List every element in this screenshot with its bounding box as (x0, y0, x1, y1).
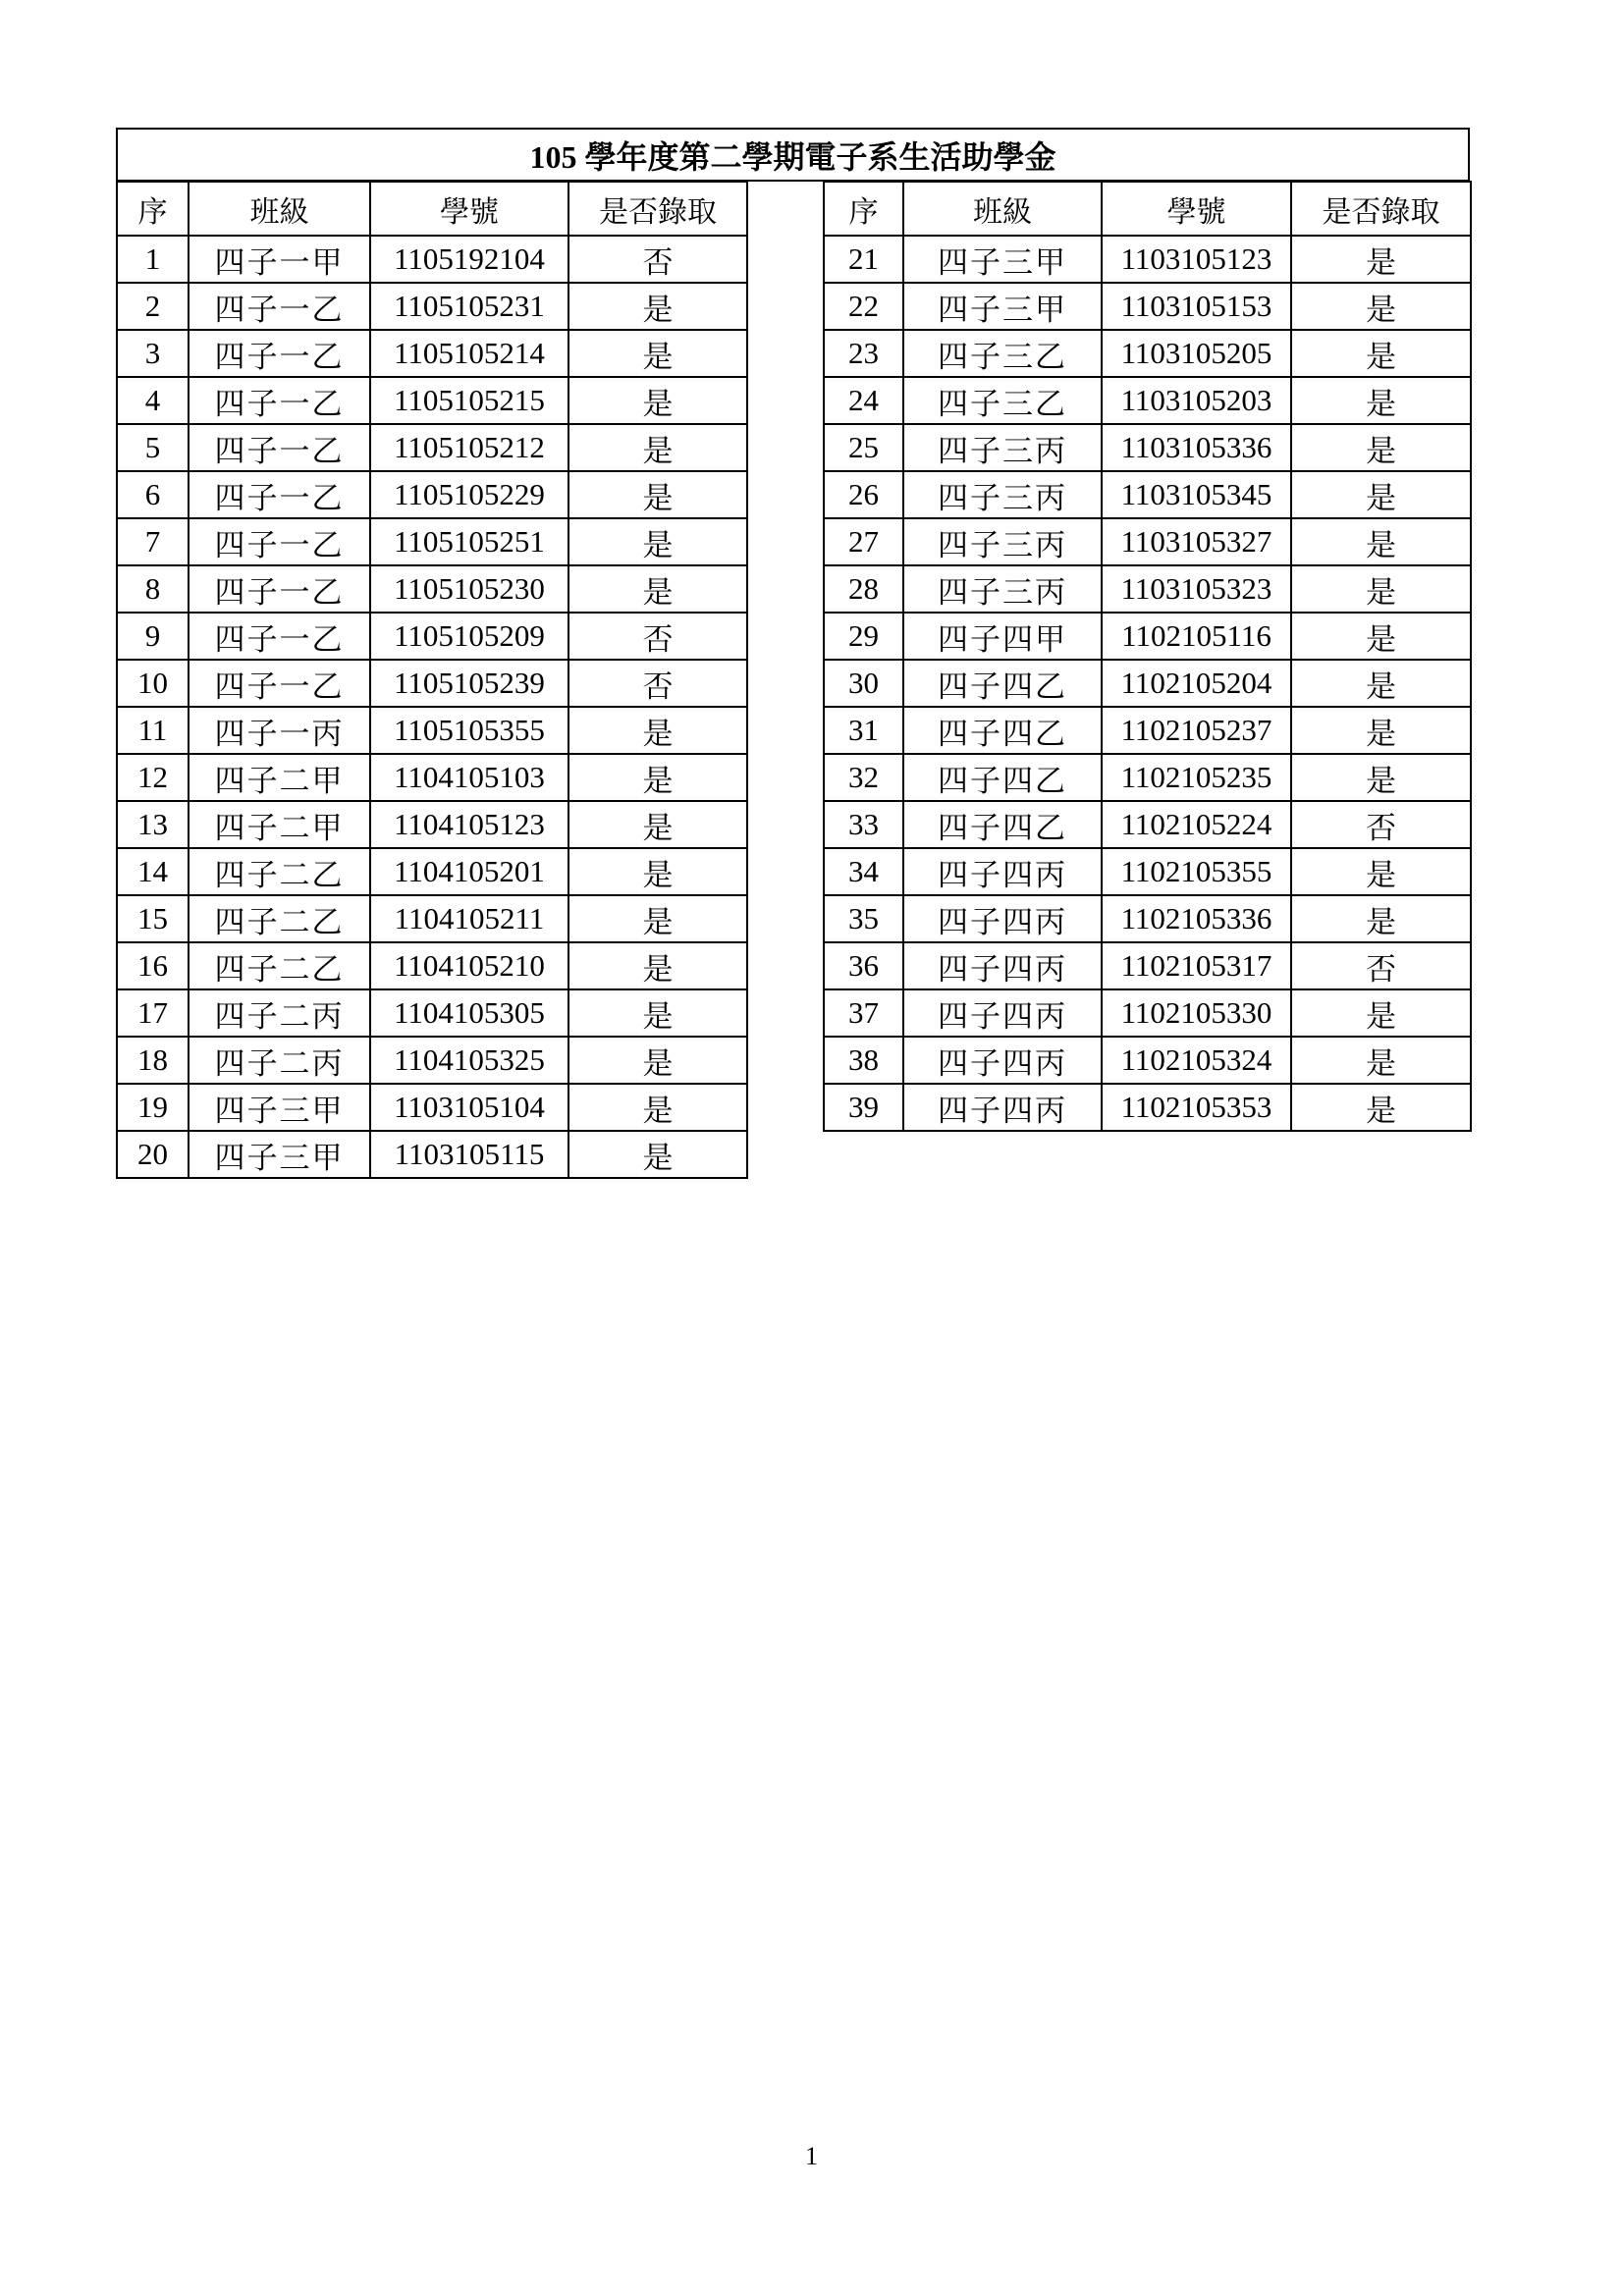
left-table (116, 181, 748, 1179)
seq-cell: 8 (117, 565, 189, 613)
class-cell: 四子二乙 (189, 942, 370, 989)
table-row (824, 895, 1471, 942)
admitted-cell: 是 (1291, 754, 1471, 801)
seq-cell: 34 (824, 848, 903, 895)
admitted-cell: 是 (1291, 471, 1471, 518)
student-id-cell: 1102105353 (1102, 1084, 1291, 1131)
student-id-cell: 1105105214 (370, 330, 568, 377)
seq-cell: 14 (117, 848, 189, 895)
class-cell: 四子二乙 (189, 895, 370, 942)
class-cell: 四子一乙 (189, 471, 370, 518)
table-row (117, 613, 747, 660)
header-student-id: 學號 (1102, 182, 1291, 236)
student-id-cell: 1104105201 (370, 848, 568, 895)
right-table (823, 181, 1472, 1132)
admitted-cell: 是 (1291, 1037, 1471, 1084)
class-cell: 四子四丙 (903, 1037, 1102, 1084)
student-id-cell: 1105192104 (370, 236, 568, 283)
seq-cell: 25 (824, 424, 903, 471)
student-id-cell: 1102105324 (1102, 1037, 1291, 1084)
seq-cell: 29 (824, 613, 903, 660)
header-student-id: 學號 (370, 182, 568, 236)
class-cell: 四子二甲 (189, 754, 370, 801)
header-row (824, 182, 1471, 236)
seq-cell: 7 (117, 518, 189, 565)
admitted-cell: 是 (1291, 518, 1471, 565)
table-row (117, 1037, 747, 1084)
class-cell: 四子二丙 (189, 1037, 370, 1084)
admitted-cell: 是 (568, 989, 747, 1037)
table-row (824, 1084, 1471, 1131)
seq-cell: 6 (117, 471, 189, 518)
class-cell: 四子四丙 (903, 989, 1102, 1037)
admitted-cell: 是 (568, 801, 747, 848)
seq-cell: 3 (117, 330, 189, 377)
table-row (117, 660, 747, 707)
class-cell: 四子一丙 (189, 707, 370, 754)
admitted-cell: 否 (568, 660, 747, 707)
table-row (824, 848, 1471, 895)
admitted-cell: 是 (1291, 236, 1471, 283)
student-id-cell: 1105105209 (370, 613, 568, 660)
class-cell: 四子四乙 (903, 660, 1102, 707)
class-cell: 四子二乙 (189, 848, 370, 895)
student-id-cell: 1105105230 (370, 565, 568, 613)
student-id-cell: 1102105235 (1102, 754, 1291, 801)
student-id-cell: 1103105153 (1102, 283, 1291, 330)
student-id-cell: 1104105305 (370, 989, 568, 1037)
table-row (117, 848, 747, 895)
table-row (824, 518, 1471, 565)
table-row (824, 565, 1471, 613)
admitted-cell: 是 (1291, 283, 1471, 330)
class-cell: 四子四丙 (903, 848, 1102, 895)
table-row (117, 565, 747, 613)
class-cell: 四子三甲 (903, 283, 1102, 330)
page-number: 1 (805, 2142, 818, 2170)
student-id-cell: 1103105123 (1102, 236, 1291, 283)
student-id-cell: 1103105115 (370, 1131, 568, 1178)
class-cell: 四子三乙 (903, 377, 1102, 424)
seq-cell: 33 (824, 801, 903, 848)
class-cell: 四子三丙 (903, 565, 1102, 613)
student-id-cell: 1105105239 (370, 660, 568, 707)
student-id-cell: 1104105210 (370, 942, 568, 989)
class-cell: 四子三丙 (903, 471, 1102, 518)
table-row (824, 283, 1471, 330)
admitted-cell: 是 (1291, 377, 1471, 424)
student-id-cell: 1102105204 (1102, 660, 1291, 707)
class-cell: 四子三甲 (903, 236, 1102, 283)
right-table-body (824, 236, 1471, 1131)
student-id-cell: 1102105224 (1102, 801, 1291, 848)
admitted-cell: 是 (568, 1131, 747, 1178)
student-id-cell: 1104105325 (370, 1037, 568, 1084)
class-cell: 四子四乙 (903, 754, 1102, 801)
admitted-cell: 是 (568, 565, 747, 613)
class-cell: 四子一乙 (189, 377, 370, 424)
admitted-cell: 是 (568, 848, 747, 895)
student-id-cell: 1102105336 (1102, 895, 1291, 942)
table-row (824, 377, 1471, 424)
student-id-cell: 1105105229 (370, 471, 568, 518)
admitted-cell: 是 (1291, 330, 1471, 377)
table-title: 105 學年度第二學期電子系生活助學金 (116, 128, 1470, 182)
admitted-cell: 否 (1291, 801, 1471, 848)
seq-cell: 17 (117, 989, 189, 1037)
header-class: 班級 (903, 182, 1102, 236)
student-id-cell: 1103105327 (1102, 518, 1291, 565)
seq-cell: 15 (117, 895, 189, 942)
student-id-cell: 1105105251 (370, 518, 568, 565)
admitted-cell: 是 (568, 754, 747, 801)
class-cell: 四子三甲 (189, 1084, 370, 1131)
student-id-cell: 1104105103 (370, 754, 568, 801)
seq-cell: 32 (824, 754, 903, 801)
table-row (117, 236, 747, 283)
admitted-cell: 是 (1291, 989, 1471, 1037)
student-id-cell: 1102105317 (1102, 942, 1291, 989)
admitted-cell: 是 (568, 1084, 747, 1131)
seq-cell: 5 (117, 424, 189, 471)
header-admitted: 是否錄取 (568, 182, 747, 236)
table-row (824, 707, 1471, 754)
class-cell: 四子一乙 (189, 330, 370, 377)
admitted-cell: 是 (1291, 848, 1471, 895)
seq-cell: 26 (824, 471, 903, 518)
class-cell: 四子二甲 (189, 801, 370, 848)
admitted-cell: 是 (1291, 1084, 1471, 1131)
student-id-cell: 1105105355 (370, 707, 568, 754)
header-class: 班級 (189, 182, 370, 236)
admitted-cell: 是 (568, 707, 747, 754)
table-row (117, 518, 747, 565)
student-id-cell: 1102105116 (1102, 613, 1291, 660)
class-cell: 四子四丙 (903, 895, 1102, 942)
header-row (117, 182, 747, 236)
table-row (824, 471, 1471, 518)
admitted-cell: 是 (1291, 660, 1471, 707)
table-row (117, 942, 747, 989)
header-admitted: 是否錄取 (1291, 182, 1471, 236)
seq-cell: 20 (117, 1131, 189, 1178)
class-cell: 四子四乙 (903, 801, 1102, 848)
seq-cell: 37 (824, 989, 903, 1037)
class-cell: 四子一乙 (189, 424, 370, 471)
header-seq: 序 (824, 182, 903, 236)
student-id-cell: 1105105215 (370, 377, 568, 424)
table-row (117, 1084, 747, 1131)
table-row (117, 1131, 747, 1178)
admitted-cell: 是 (568, 518, 747, 565)
admitted-cell: 是 (568, 1037, 747, 1084)
seq-cell: 13 (117, 801, 189, 848)
table-row (117, 330, 747, 377)
student-id-cell: 1103105104 (370, 1084, 568, 1131)
admitted-cell: 是 (1291, 895, 1471, 942)
table-row (824, 989, 1471, 1037)
class-cell: 四子四乙 (903, 707, 1102, 754)
admitted-cell: 是 (568, 377, 747, 424)
student-id-cell: 1103105205 (1102, 330, 1291, 377)
table-row (824, 424, 1471, 471)
class-cell: 四子一乙 (189, 283, 370, 330)
table-row (117, 754, 747, 801)
class-cell: 四子二丙 (189, 989, 370, 1037)
admitted-cell: 是 (1291, 565, 1471, 613)
table-row (117, 895, 747, 942)
admitted-cell: 否 (568, 236, 747, 283)
table-row (824, 1037, 1471, 1084)
table-row (117, 471, 747, 518)
admitted-cell: 是 (568, 330, 747, 377)
table-row (824, 660, 1471, 707)
class-cell: 四子一乙 (189, 565, 370, 613)
table-row (824, 754, 1471, 801)
admitted-cell: 是 (568, 283, 747, 330)
student-id-cell: 1104105211 (370, 895, 568, 942)
seq-cell: 24 (824, 377, 903, 424)
student-id-cell: 1103105345 (1102, 471, 1291, 518)
seq-cell: 12 (117, 754, 189, 801)
seq-cell: 27 (824, 518, 903, 565)
class-cell: 四子四丙 (903, 942, 1102, 989)
admitted-cell: 是 (1291, 613, 1471, 660)
class-cell: 四子三丙 (903, 424, 1102, 471)
class-cell: 四子三甲 (189, 1131, 370, 1178)
class-cell: 四子四丙 (903, 1084, 1102, 1131)
table-row (117, 989, 747, 1037)
seq-cell: 11 (117, 707, 189, 754)
seq-cell: 1 (117, 236, 189, 283)
class-cell: 四子一乙 (189, 518, 370, 565)
seq-cell: 31 (824, 707, 903, 754)
class-cell: 四子三丙 (903, 518, 1102, 565)
class-cell: 四子三乙 (903, 330, 1102, 377)
table-row (824, 236, 1471, 283)
admitted-cell: 是 (568, 895, 747, 942)
table-row (824, 613, 1471, 660)
seq-cell: 10 (117, 660, 189, 707)
seq-cell: 21 (824, 236, 903, 283)
admitted-cell: 是 (568, 942, 747, 989)
student-id-cell: 1102105330 (1102, 989, 1291, 1037)
class-cell: 四子一乙 (189, 613, 370, 660)
student-id-cell: 1105105212 (370, 424, 568, 471)
seq-cell: 18 (117, 1037, 189, 1084)
table-row (117, 801, 747, 848)
class-cell: 四子四甲 (903, 613, 1102, 660)
seq-cell: 22 (824, 283, 903, 330)
class-cell: 四子一乙 (189, 660, 370, 707)
seq-cell: 35 (824, 895, 903, 942)
student-id-cell: 1103105323 (1102, 565, 1291, 613)
admitted-cell: 是 (1291, 707, 1471, 754)
student-id-cell: 1103105336 (1102, 424, 1291, 471)
header-seq: 序 (117, 182, 189, 236)
table-row (824, 801, 1471, 848)
left-table-body (117, 236, 747, 1178)
table-row (117, 707, 747, 754)
seq-cell: 39 (824, 1084, 903, 1131)
table-row (117, 377, 747, 424)
admitted-cell: 否 (1291, 942, 1471, 989)
student-id-cell: 1104105123 (370, 801, 568, 848)
admitted-cell: 是 (568, 424, 747, 471)
student-id-cell: 1105105231 (370, 283, 568, 330)
table-row (117, 424, 747, 471)
admitted-cell: 是 (1291, 424, 1471, 471)
seq-cell: 38 (824, 1037, 903, 1084)
seq-cell: 2 (117, 283, 189, 330)
seq-cell: 16 (117, 942, 189, 989)
seq-cell: 9 (117, 613, 189, 660)
admitted-cell: 是 (568, 471, 747, 518)
student-id-cell: 1103105203 (1102, 377, 1291, 424)
table-row (824, 330, 1471, 377)
seq-cell: 28 (824, 565, 903, 613)
seq-cell: 36 (824, 942, 903, 989)
seq-cell: 30 (824, 660, 903, 707)
student-id-cell: 1102105355 (1102, 848, 1291, 895)
seq-cell: 19 (117, 1084, 189, 1131)
admitted-cell: 否 (568, 613, 747, 660)
table-row (824, 942, 1471, 989)
class-cell: 四子一甲 (189, 236, 370, 283)
table-row (117, 283, 747, 330)
seq-cell: 23 (824, 330, 903, 377)
student-id-cell: 1102105237 (1102, 707, 1291, 754)
seq-cell: 4 (117, 377, 189, 424)
